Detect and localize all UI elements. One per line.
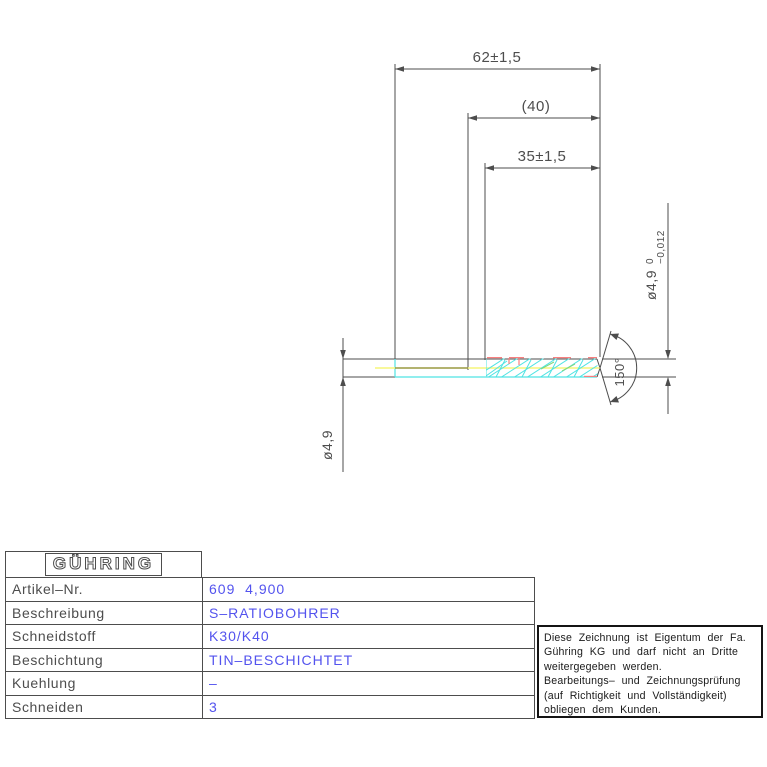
- row-label: Schneidstoff: [6, 625, 203, 648]
- notice-line: (auf Richtigkeit und Vollständigkeit): [544, 689, 727, 702]
- dim-point-angle-label: 150°: [612, 357, 627, 387]
- notice-line: obliegen dem Kunden.: [544, 704, 662, 717]
- row-value: 609 4,900: [209, 581, 286, 598]
- notice-line: weitergegeben werden.: [544, 660, 662, 673]
- table-row: [6, 578, 534, 601]
- row-label: Beschichtung: [6, 649, 203, 672]
- table-row: [6, 624, 534, 648]
- row-label: Schneiden: [6, 696, 203, 719]
- table-row: [6, 671, 534, 695]
- table-row: [6, 648, 534, 672]
- row-value: S–RATIOBOHRER: [209, 604, 341, 621]
- guehring-logo: GÜHRING: [45, 553, 162, 576]
- svg-text:0: 0: [645, 257, 656, 264]
- title-block: [5, 577, 535, 719]
- svg-text:−0,012: −0,012: [656, 230, 667, 264]
- notice-line: Gühring KG und darf nicht an Dritte: [544, 646, 739, 659]
- row-label: Beschreibung: [6, 602, 203, 625]
- dim-shank-diameter-label: ø4,9: [319, 429, 335, 461]
- row-label: Artikel–Nr.: [6, 578, 203, 601]
- row-value: TIN–BESCHICHTET: [209, 651, 354, 668]
- dim-cutting-diameter-label: [643, 230, 667, 300]
- row-value: 3: [209, 698, 218, 715]
- drill-side-view: [343, 358, 622, 378]
- edge-marks: [541, 362, 575, 371]
- dim-reference-length-label: (40): [521, 98, 551, 115]
- row-value: –: [209, 675, 218, 692]
- row-label: Kuehlung: [6, 672, 203, 695]
- dimension-total-length: [395, 64, 600, 360]
- row-value: K30/K40: [209, 628, 270, 645]
- notice-line: Diese Zeichnung ist Eigentum der Fa.: [544, 632, 746, 644]
- table-row: [6, 695, 534, 719]
- dim-flute-length-label: 35±1,5: [517, 148, 567, 165]
- svg-text:ø4,9: ø4,9: [643, 269, 659, 300]
- logo-cell: [5, 551, 202, 577]
- dimension-flute-length: [485, 163, 600, 360]
- ownership-notice: [537, 625, 763, 718]
- dim-total-length-label: 62±1,5: [472, 49, 522, 66]
- notice-line: Bearbeitungs– und Zeichnungsprüfung: [544, 675, 741, 688]
- table-row: [6, 601, 534, 625]
- diameter-dimension-shank: [340, 338, 346, 472]
